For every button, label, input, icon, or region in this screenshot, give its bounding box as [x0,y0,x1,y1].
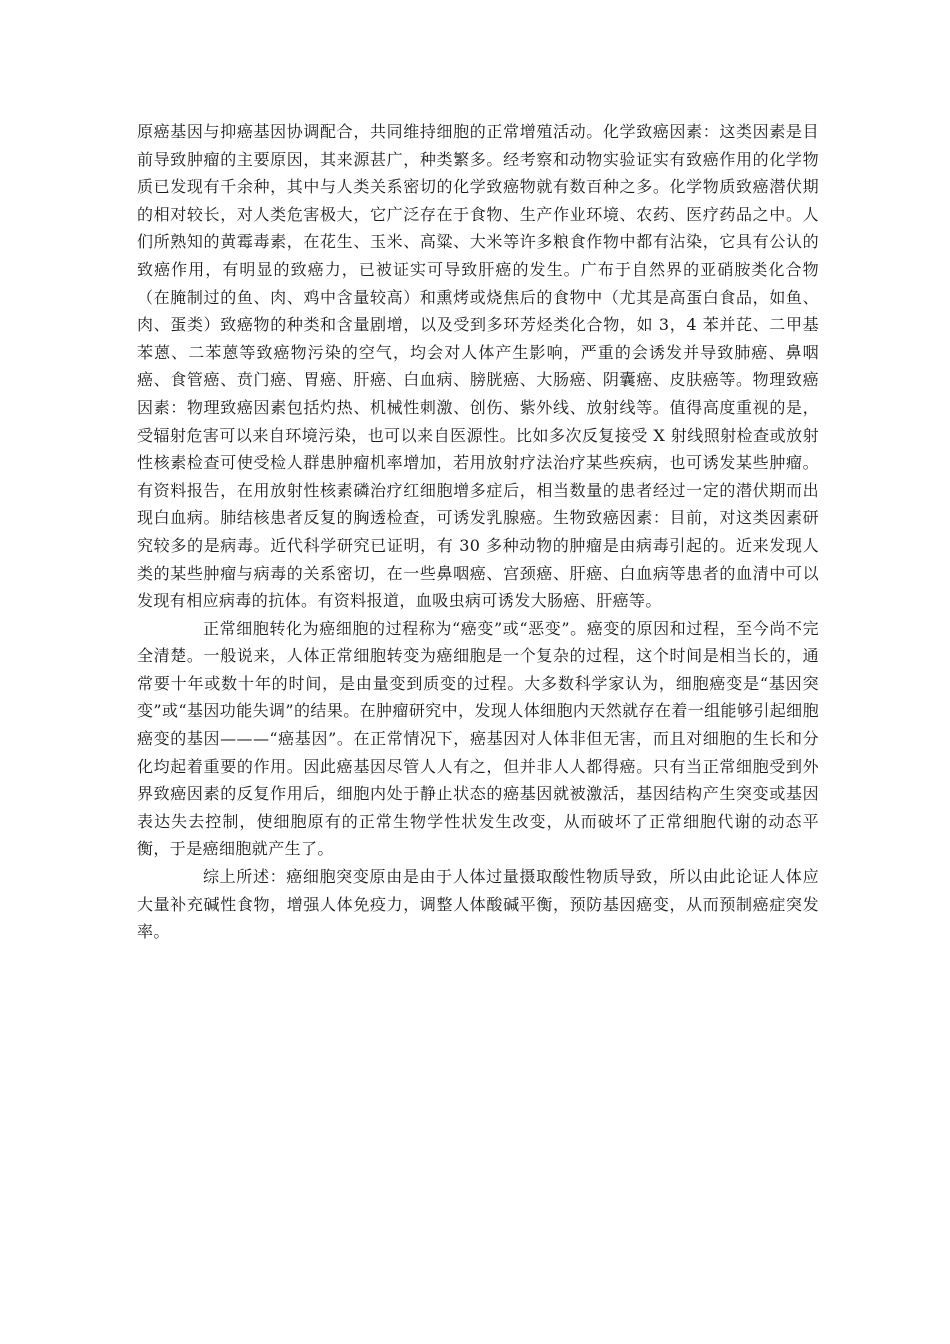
paragraph-carcinogenesis-process: 正常细胞转化为癌细胞的过程称为“癌变”或“恶变”。癌变的原因和过程，至今尚不完全清楚。一般说来，人体正常细胞转变为癌细胞是一个复杂的过程，这个时间是相当长的，通常要十年或数十年的时间，是由量变到质变的过程。大多数科学家认为，细胞癌变是“基因突变”或“基因功能失调”的结果。在肿瘤研究中，发现人体细胞内天然就存在着一组能够引起细胞癌变的基因———“癌基因”。在正常情况下，癌基因对人体非但无害，而且对细胞的生长和分化均起着重要的作用。因此癌基因尽管人人有之，但并非人人都得癌。只有当正常细胞受到外界致癌因素的反复作用后，细胞内处于静止状态的癌基因就被激活，基因结构产生突变或基因表达失去控制，使细胞原有的正常生物学性状发生改变，从而破坏了正常细胞代谢的动态平衡，于是癌细胞就产生了。 [137,618,819,859]
paragraph-carcinogenic-factors: 原癌基因与抑癌基因协调配合，共同维持细胞的正常增殖活动。化学致癌因素：这类因素是目前导致肿瘤的主要原因，其来源甚广，种类繁多。经考察和动物实验证实有致癌作用的化学物质已发现有千余种，其中与人类关系密切的化学致癌物就有数百种之多。化学物质致癌潜伏期的相对较长，对人类危害极大，它广泛存在于食物、生产作业环境、农药、医疗药品之中。人们所熟知的黄霉毒素，在花生、玉米、高粱、大米等许多粮食作物中都有沾染，它具有公认的致癌作用，有明显的致癌力，已被证实可导致肝癌的发生。广布于自然界的亚硝胺类化合物（在腌制过的鱼、肉、鸡中含量较高）和熏烤或烧焦后的食物中（尤其是高蛋白食品，如鱼、肉、蛋类）致癌物的种类和含量剧增，以及受到多环芳烃类化合物，如 3，4 苯并芘、二甲基苯蒽、二苯蒽等致癌物污染的空气，均会对人体产生影响，严重的会诱发并导致肺癌、鼻咽癌、食管癌、贲门癌、胃癌、肝癌、白血病、膀胱癌、大肠癌、阴囊癌、皮肤癌等。物理致癌因素：物理致癌因素包括灼热、机械性刺激、创伤、紫外线、放射线等。值得高度重视的是，受辐射危害可以来自环境污染，也可以来自医源性。比如多次反复接受 X 射线照射检查或放射性核素检查可使受检人群患肿瘤机率增加，若用放射疗法治疗某些疾病，也可诱发某些肿瘤。有资料报告，在用放射性核素磷治疗红细胞增多症后，相当数量的患者经过一定的潜伏期而出现白血病。肺结核患者反复的胸透检查，可诱发乳腺癌。生物致癌因素：目前，对这类因素研究较多的是病毒。近代科学研究已证明，有 30 多种动物的肿瘤是由病毒引起的。近来发现人类的某些肿瘤与病毒的关系密切，在一些鼻咽癌、宫颈癌、肝癌、白血病等患者的血清中可以发现有相应病毒的抗体。有资料报道，血吸虫病可诱发大肠癌、肝癌等。 [137,122,819,611]
paragraph-conclusion: 综上所述：癌细胞突变原由是由于人体过量摄取酸性物质导致，所以由此论证人体应大量补充碱性食物，增强人体免疫力，调整人体酸碱平衡，预防基因癌变，从而预制癌症突发率。 [137,867,819,942]
document-body [137,118,819,946]
